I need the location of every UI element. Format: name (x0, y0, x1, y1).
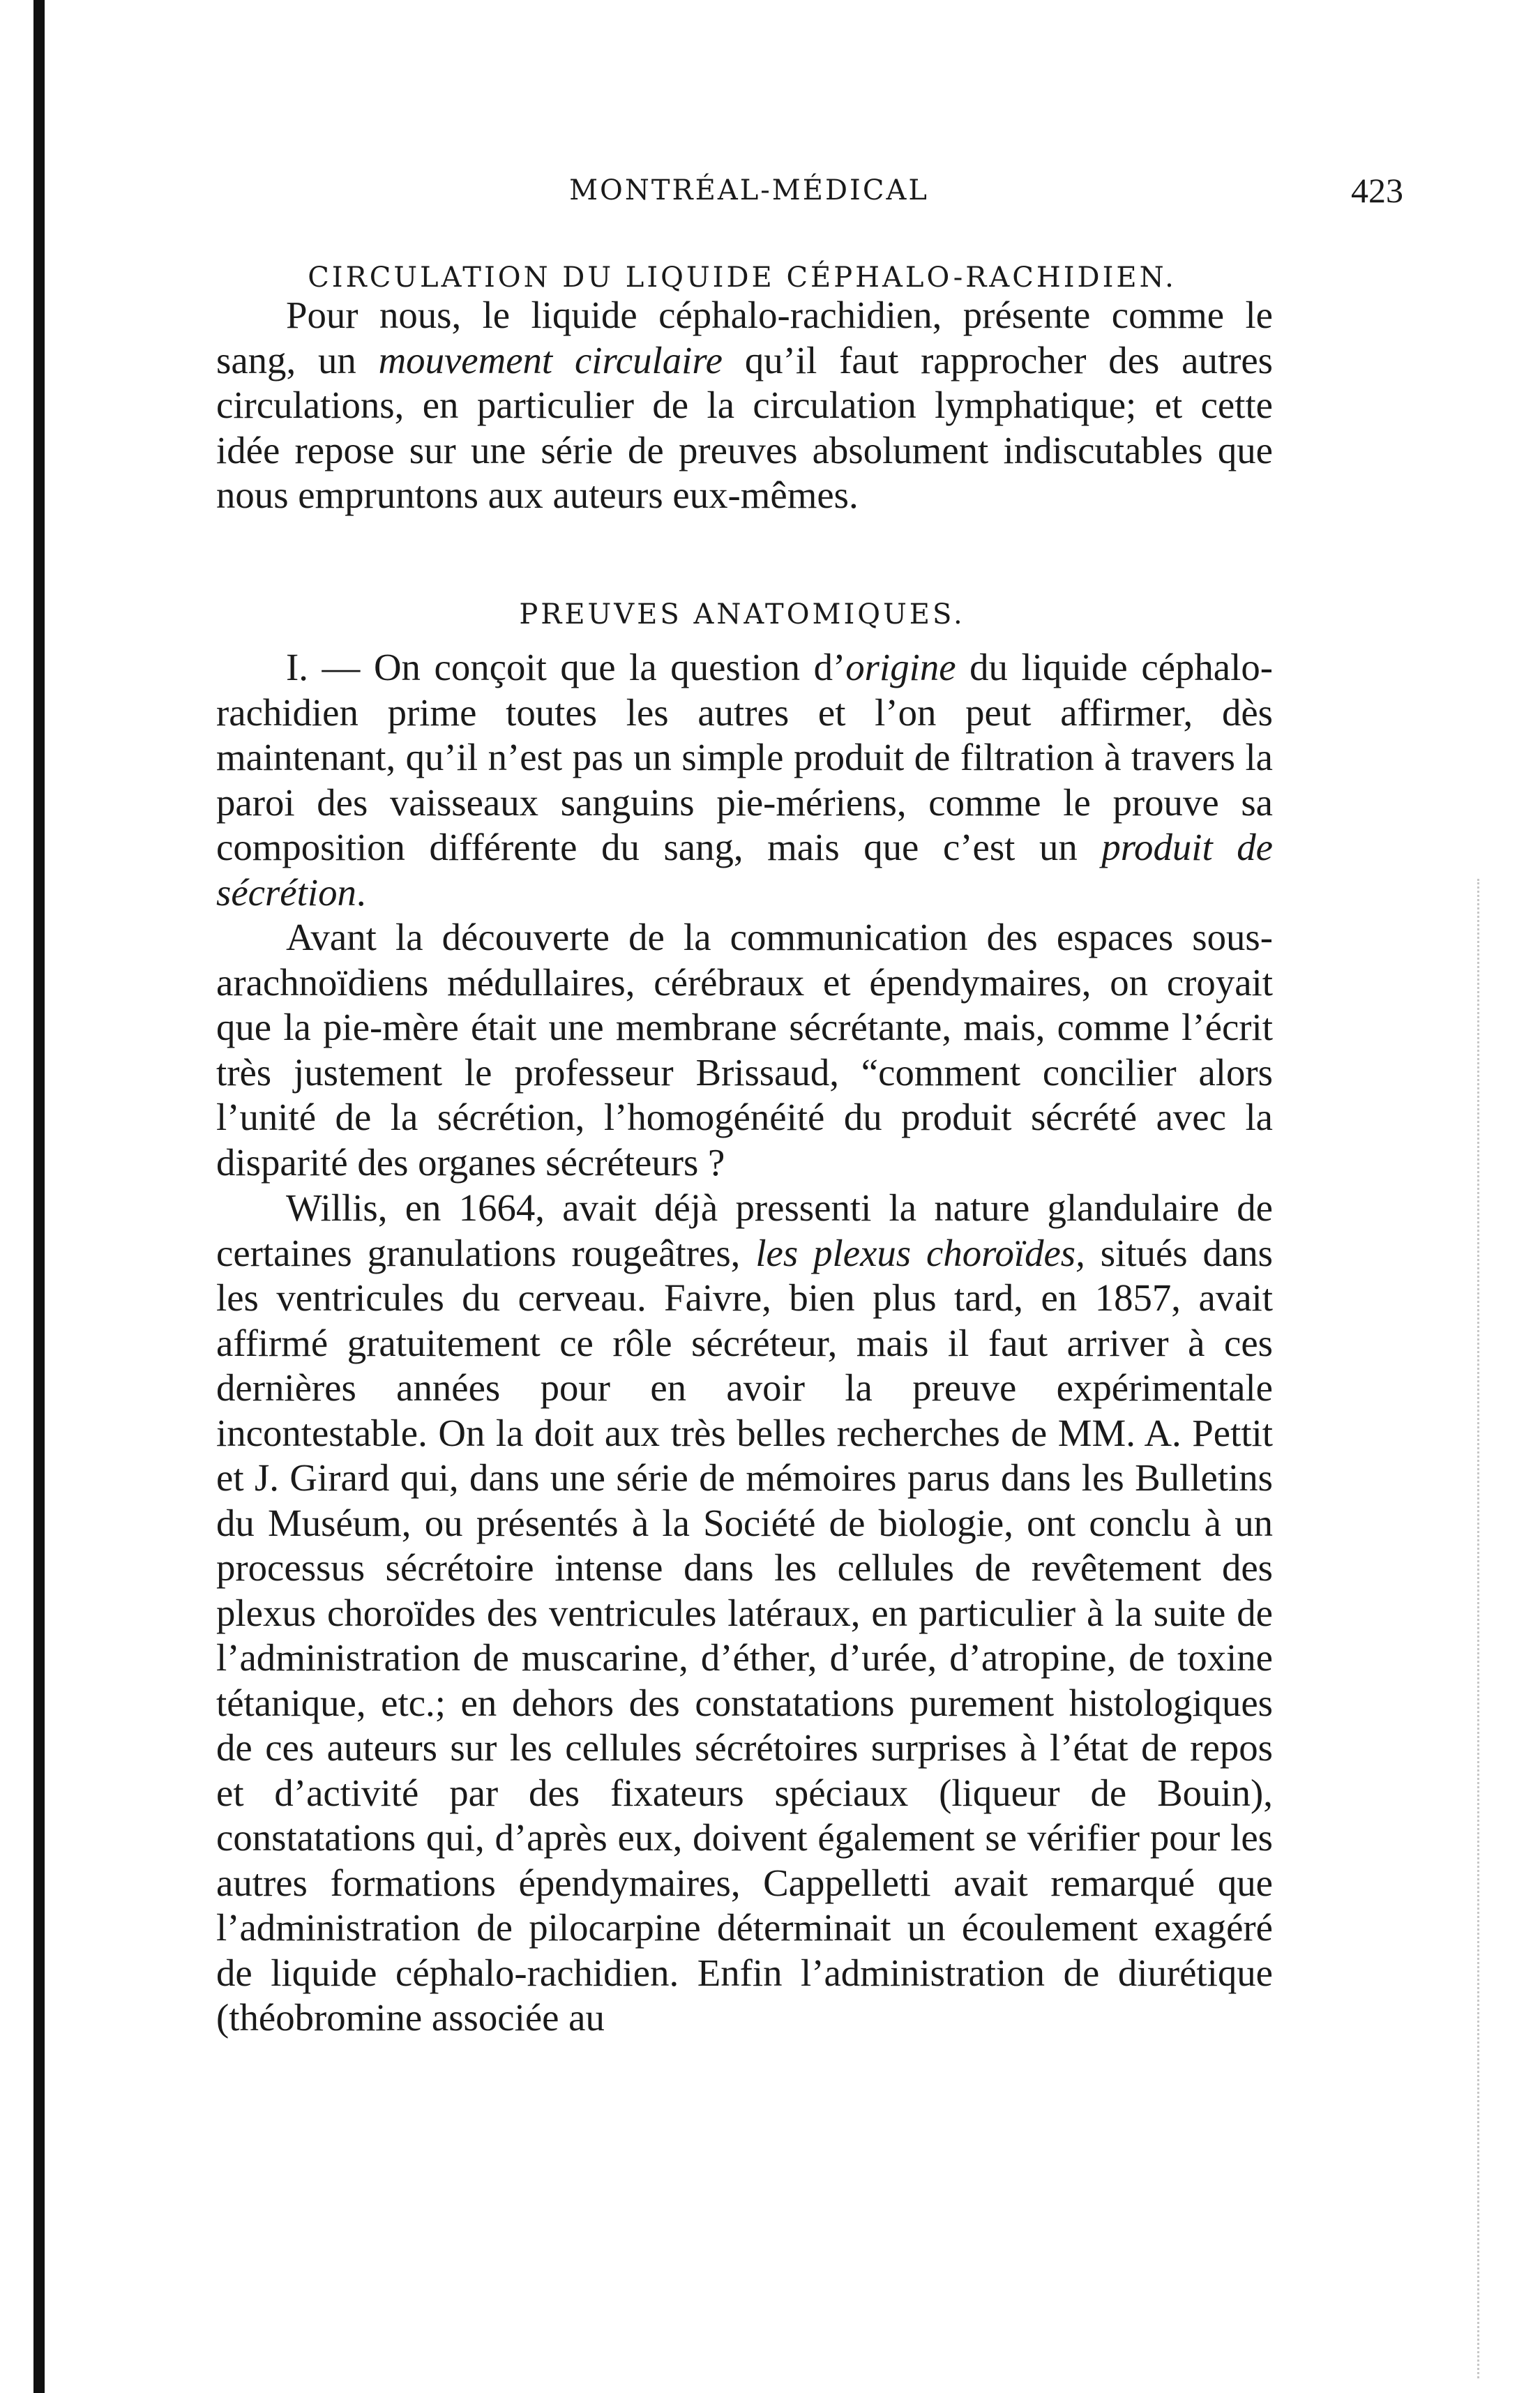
italic-run: mouvement circulaire (378, 338, 723, 382)
text-run: Pour nous, le liquide céphalo-rachidien, présente comme le sang, un (216, 294, 1273, 382)
running-title: MONTRÉAL-MÉDICAL (569, 174, 929, 206)
text-run: situés dans les ventricules du cerveau. Faivre, bien plus tard, en 1857, avait affirmé gratuitement ce rôle sécréteur, mais il faut arriver à ces dernières années pour en avoir la preuve expérimentale incontestable. On la doit aux très belles recherches de MM. A. Pettit et J. Girard qui, dans une série de mémoires parus dans les Bulletins du Muséum, ou présentés à la Société de biologie, ont conclu à un processus sécrétoire intense dans les cellules de revêtement des plexus choroïdes des ventricules latéraux, en particulier à la suite de l’administration de muscarine, d’éther, d’urée, d’atropine, de toxine tétanique, etc.; en dehors des constatations purement histologiques de ces auteurs sur les cellules sécrétoires surprises à l’état de repos et d’activité par des fixateurs spéciaux (liqueur de Bouin), constatations qui, d’après eux, doivent également se vérifier pour les autres formations épendymaires, Cappelletti avait remarqué que l’administration de pilocarpine déterminait un écoulement exagéré de liquide céphalo-rachidien. Enfin l’administration de diurétique (théobromine associée au (216, 1231, 1273, 2039)
section-title-circulation: CIRCULATION DU LIQUIDE CÉPHALO-RACHIDIEN. (308, 262, 1177, 294)
italic-run: origine (845, 646, 956, 688)
page-number: 423 (1351, 171, 1403, 210)
text-run: I. — On conçoit que la question d’ (286, 646, 846, 688)
paragraph-intro (216, 293, 1273, 518)
text-run: Willis, en 1664, avait déjà pressenti la nature glandulaire de certaines granulations rougeâtres, (216, 1186, 1273, 1274)
text-run: . (356, 870, 366, 914)
paragraph-pie-mere (216, 915, 1273, 1185)
text-run: Avant la découverte de la communication des espaces sous-arachnoïdiens médullaires, cérébraux et épendymaires, on croyait que la pie-mère était une membrane sécrétante, mais, comme l’écrit très justement le professeur Brissaud, “comment concilier alors l’unité de la sécrétion, l’homogénéité du produit sécrété avec la disparité des organes sécréteurs ? (216, 916, 1273, 1184)
paragraph-origine (216, 645, 1273, 915)
section-title-preuves: PREUVES ANATOMIQUES. (519, 598, 965, 631)
running-head (223, 171, 1403, 216)
text-run: qu’il faut rapprocher des autres circulations, en particulier de la circulation lymphatique; et cette idée repose sur une série de preuves absolument indiscutables que nous empruntons aux auteurs eux-mêmes. (216, 338, 1273, 516)
italic-run: les plexus choroïdes, (755, 1231, 1085, 1274)
page-edge-rule (33, 0, 45, 2393)
paragraph-willis (216, 1186, 1273, 2041)
italic-run: produit de sécrétion (216, 826, 1273, 914)
text-run: du liquide céphalo-rachidien prime toutes les autres et l’on peut affirmer, dès maintenant, qu’il n’est pas un simple produit de filtration à travers la paroi des vaisseaux sanguins pie-mériens, comme le prouve sa composition différente du sang, mais que c’est un (216, 646, 1273, 868)
scan-speckle (1477, 879, 1507, 2378)
